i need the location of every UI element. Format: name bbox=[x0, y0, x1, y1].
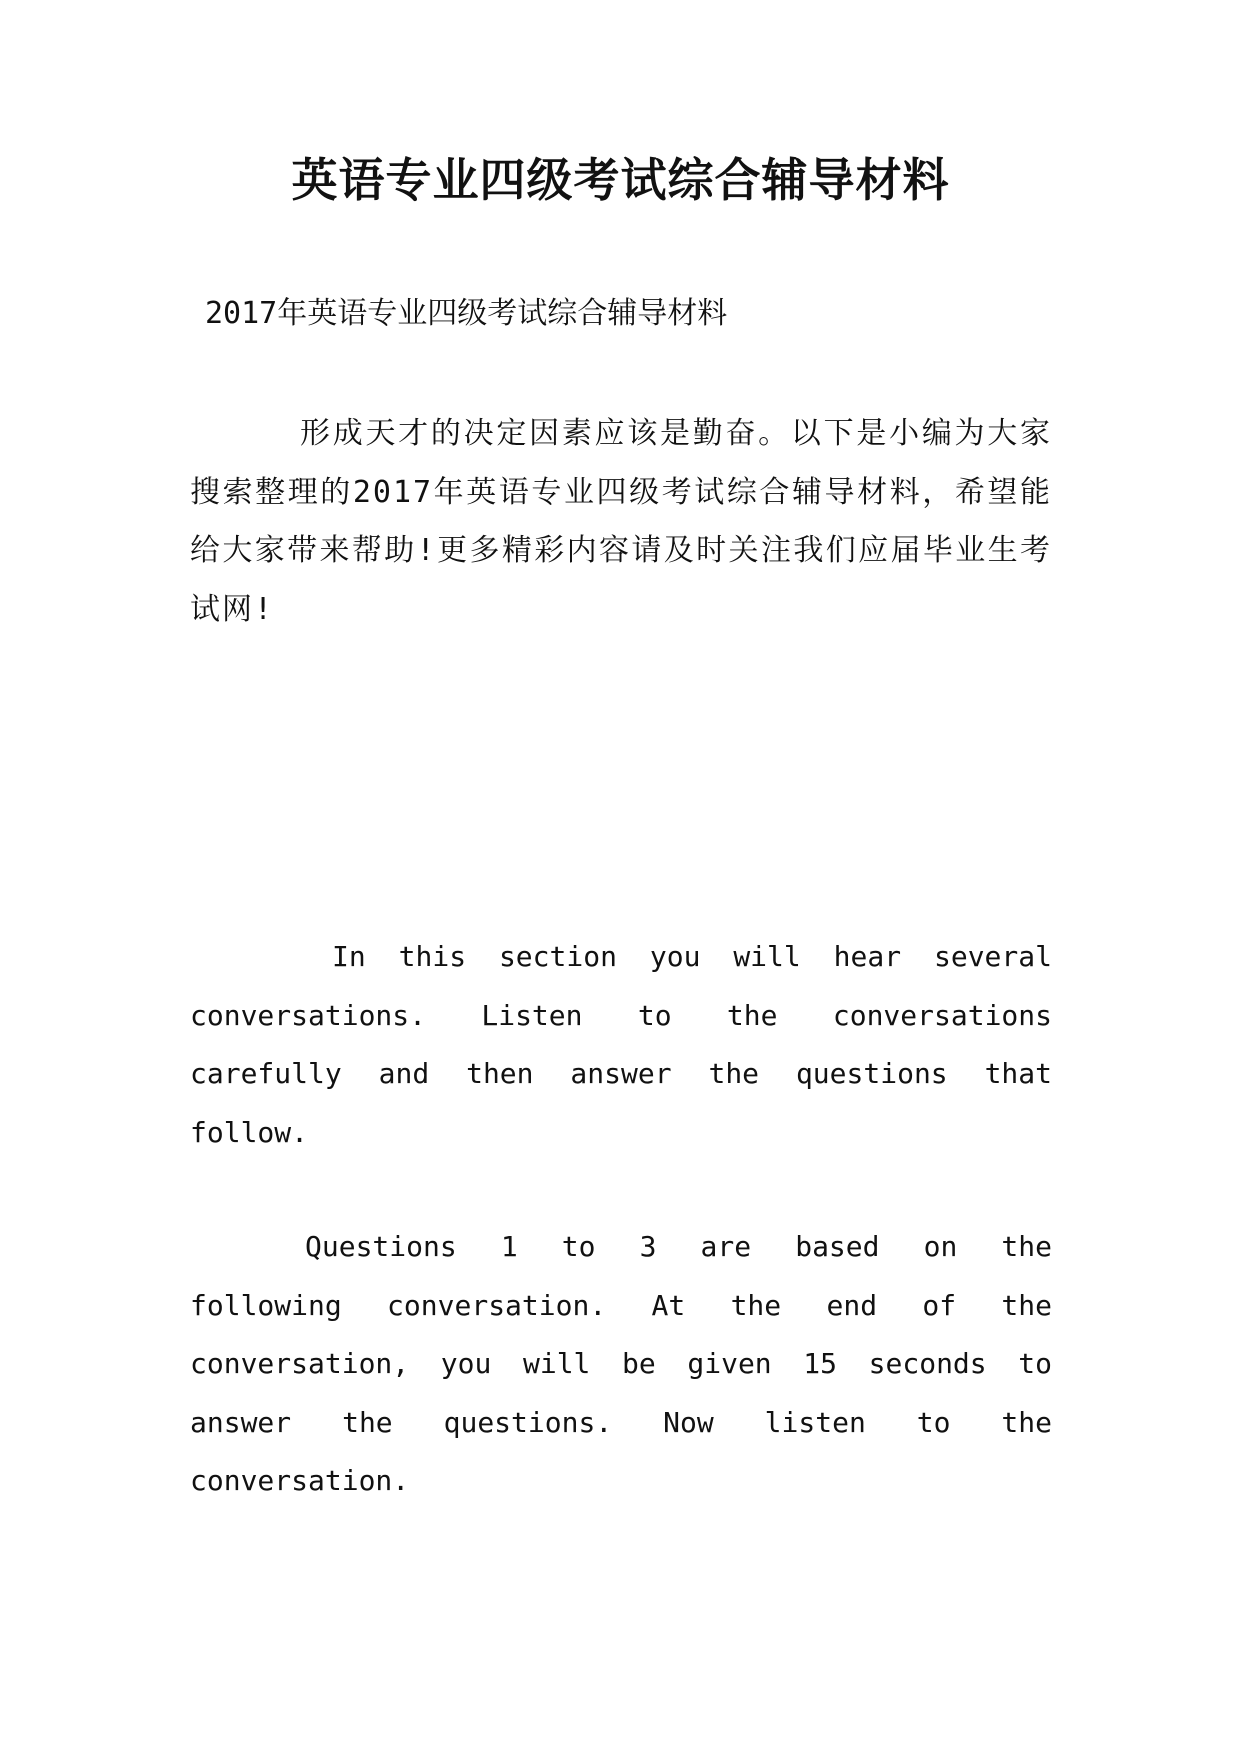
document-subtitle: 2017年英语专业四级考试综合辅导材料 bbox=[205, 296, 728, 331]
questions-instructions-paragraph: Questions 1 to 3 are based on the following conversation. At the end of the conversation, you will be given 15 seconds to answer the questions. Now listen to the conversation. bbox=[190, 1230, 1052, 1497]
section-instructions-paragraph: In this section you will hear several conversations. Listen to the conversations carefully and then answer the questions that follow. bbox=[190, 940, 1052, 1149]
intro-paragraph: 形成天才的决定因素应该是勤奋。以下是小编为大家搜索整理的2017年英语专业四级考试综合辅导材料，希望能给大家带来帮助!更多精彩内容请及时关注我们应届毕业生考试网! bbox=[190, 416, 1052, 627]
document-title: 英语专业四级考试综合辅导材料 bbox=[291, 153, 950, 207]
